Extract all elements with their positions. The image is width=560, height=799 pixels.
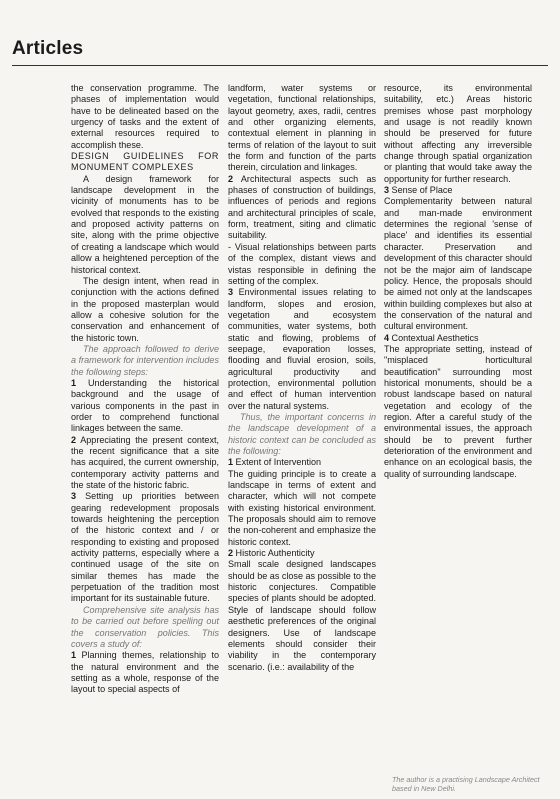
list-number: 3	[228, 287, 234, 298]
subheading: DESIGN GUIDELINES FOR MONUMENT COMPLEXES	[71, 151, 219, 173]
list-text: Setting up priorities between gearing redevelopment proposals towards heightening the perception of the historic context and / or responding to existing and proposed activity patterns, especially where a continued usage of the site on similar themes has made the perpetuation of the tradition most important for its sustainable future.	[71, 491, 219, 604]
italic-lead: The approach followed to derive a framework for intervention includes the following steps:	[71, 343, 219, 377]
header-rule	[12, 65, 548, 66]
list-item	[71, 435, 219, 492]
list-item	[71, 378, 219, 435]
list-item	[228, 174, 376, 242]
paragraph: The appropriate setting, instead of "misplaced horticultural beautification" surrounding most historical monuments, should be a robust landscape based on natural vegetation and ecology of the region. After a careful study of the environmental issues, the approach should be to prevent further deterioration of the environment and enhance on an ecological basis, the quality of surrounding landscape.	[384, 343, 532, 479]
text-column-3	[384, 83, 532, 480]
list-number: 4	[384, 332, 390, 343]
list-number: 2	[71, 434, 77, 445]
paragraph: A design framework for landscape development in the vicinity of monuments has to be evolved that responds to the existing and proposed activity patterns on site, along with the prime objective of creating a landscape which would allow a heightened perception of the historical context.	[71, 173, 219, 275]
subheading	[228, 457, 376, 468]
list-text: Understanding the historical background and the usage of various components in the past in order to comprehend functional linkages between the same.	[71, 377, 219, 434]
italic-lead: Thus, the important concerns in the landscape development of a historic context can be concluded as the following:	[228, 411, 376, 456]
paragraph: The design intent, when read in conjunction with the actions defined in the proposed masterplan would allow a cohesive solution for the conservation and enhancement of the historic town.	[71, 275, 219, 343]
text-column-1	[71, 83, 219, 696]
paragraph: resource, its environmental suitability, etc.) Areas historic premises whose past morphology and usage is not readily known should be preserved for future without affecting any irreversible change through spatial organization or planting that would take away the opportunity for further research.	[384, 83, 532, 184]
subheading-text: Extent of Intervention	[233, 457, 322, 468]
list-number: 1	[71, 377, 77, 388]
list-number: 3	[71, 491, 77, 502]
list-item	[71, 491, 219, 604]
paragraph: Small scale designed landscapes should be as close as possible to the historic conjectures. Compatible species of plants should be adopted. Style of landscape should follow aesthetic preferences of the original designers. Use of landscape elements should consider their viability in the contemporary scenario. (i.e.: availability of the	[228, 559, 376, 672]
list-number: 3	[384, 185, 390, 196]
list-text: Architectural aspects such as phases of construction of buildings, influences of periods and regions and architectural principles of scale, form, treatment, siting and climatic suitability.	[228, 173, 377, 241]
italic-lead: Comprehensive site analysis has to be carried out before spelling out the conservation policies. This covers a study of:	[71, 604, 219, 649]
list-text: Environmental issues relating to landform, slopes and erosion, vegetation and ecosystem communities, water systems, both static and flowing, problems of seepage, evaporation losses, flooding and fluvial erosion, soils, agricultural productivity and protection, environmental pollution and effect of human intervention over the natural systems.	[228, 287, 377, 411]
paragraph: The guiding principle is to create a landscape in terms of extent and character, which will not compete with existing historical environment. The proposals should aim to remove the non-coherent and emphasize the historic context.	[228, 468, 376, 547]
list-number: 2	[228, 173, 234, 184]
list-item	[71, 650, 219, 695]
section-title: Articles	[12, 38, 84, 59]
list-number: 1	[228, 457, 234, 468]
author-note: The author is a practising Landscape Architect based in New Delhi.	[392, 775, 540, 793]
paragraph: landform, water systems or vegetation, functional relationships, layout geometry, axes, radii, centres and other organizing elements, contextual element in planning in terms of relation of the layout to suit the form and function of the parts therein, circulation and linkages.	[228, 83, 376, 173]
text-column-2	[228, 83, 376, 673]
list-number: 1	[71, 650, 77, 661]
subheading	[228, 548, 376, 559]
subheading	[384, 333, 532, 344]
subheading	[384, 185, 532, 196]
paragraph: Complementarity between natural and man-made environment determines the regional 'sense of place' and identifies its essential character. Preservation and development of this character should not be the major aim of landscape policy. Hence, the proposals should be aimed not only at the landscapes within building complexes but also at the conservation of the natural and cultural environment.	[384, 196, 532, 332]
list-number: 2	[228, 548, 234, 559]
subheading-text: Contextual Aesthetics	[389, 332, 479, 343]
list-item	[228, 287, 376, 412]
list-text: Planning themes, relationship to the natural environment and the setting as a whole, response of the layout to special aspects of	[71, 650, 219, 695]
subheading-text: Sense of Place	[389, 185, 453, 196]
list-text: Appreciating the present context, the recent significance that a site has acquired, the current ownership, contemporary activity patterns and the state of the historic fabric.	[71, 434, 219, 491]
list-item: - Visual relationships between parts of the complex, distant views and vistas responsible in defining the setting of the complex.	[228, 241, 376, 286]
paragraph: the conservation programme. The phases of implementation would have to be delineated based on the urgency of tasks and the extent of external resources required to accomplish these.	[71, 83, 219, 150]
subheading-text: Historic Authenticity	[233, 548, 315, 559]
